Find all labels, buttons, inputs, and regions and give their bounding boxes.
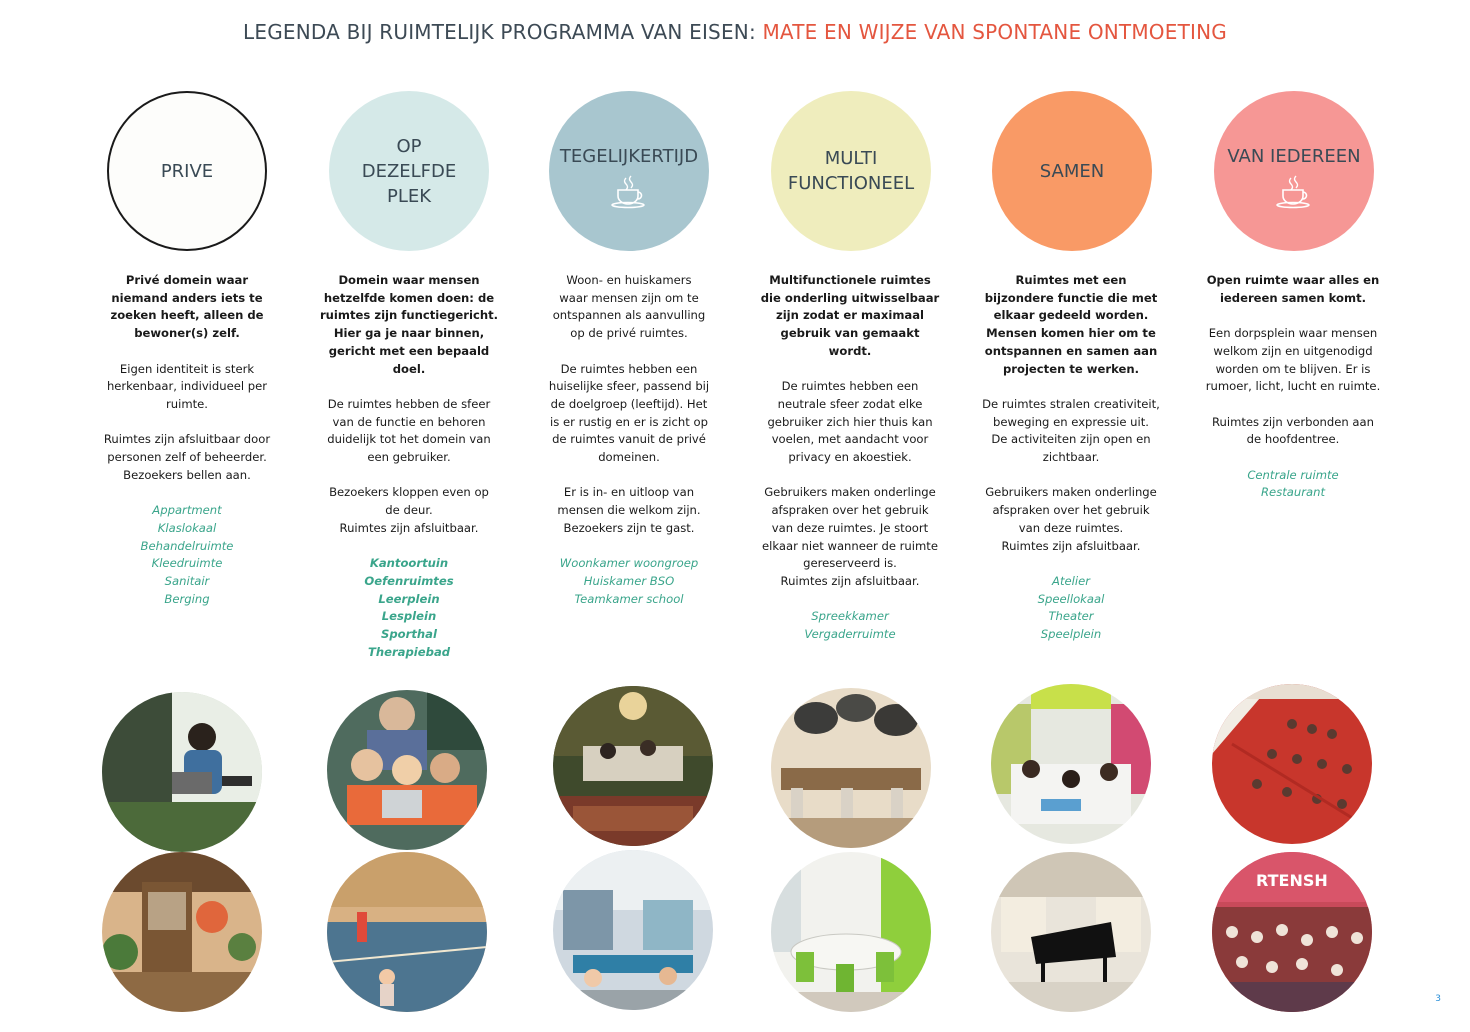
body-text-1: De ruimtes hebben een huiselijke sfeer, passend bij de doelgroep (leeftijd). Het is er rustig en er is zicht op de ruimtes vanuit de privé domeinen. <box>548 361 710 465</box>
category-label: MULTI FUNCTIONEEL <box>787 148 915 194</box>
category-circle-tegelijkertijd <box>549 91 709 251</box>
category-label: SAMEN <box>1039 160 1105 182</box>
category-description <box>298 272 520 661</box>
photo-restaurant-crowd <box>1212 852 1372 1012</box>
category-label: TEGELIJKERTIJD <box>559 145 699 167</box>
coffee-cup-icon <box>609 175 649 209</box>
body-text-2: Gebruikers maken onderlinge afspraken over het gebruik van deze ruimtes. Je stoort elkaar niet wanneer de ruimte gereserveerd is. Ruimtes zijn afsluitbaar. <box>762 485 938 588</box>
photo-kids-kitchen-table <box>553 850 713 1010</box>
page-number: 3 <box>1435 994 1441 1004</box>
body-text-1: De ruimtes hebben een neutrale sfeer zodat elke gebruiker zich hier thuis kan voelen, met aandacht voor privacy en akoestiek. <box>767 379 933 465</box>
examples-list: Kantoortuin Oefenruimtes Leerplein Lesplein Sporthal Therapiebad <box>364 556 454 659</box>
photo-meeting-room-lamps <box>771 688 931 848</box>
category-circle-multi-functioneel <box>771 91 931 251</box>
body-text-2: Ruimtes zijn afsluitbaar door personen zelf of beheerder. Bezoekers bellen aan. <box>103 432 271 482</box>
intro-text: Multifunctionele ruimtes die onderling uitwisselbaar zijn zodat er maximaal gebruik van gemaakt wordt. <box>760 273 940 358</box>
category-description <box>518 272 740 608</box>
photo-living-room-cabinet <box>102 852 262 1012</box>
intro-text: Open ruimte waar alles en iedereen samen komt. <box>1206 273 1380 305</box>
examples-list: Appartment Klaslokaal Behandelruimte Kleedruimte Sanitair Berging <box>140 503 234 606</box>
category-circle-van-iedereen <box>1214 91 1374 251</box>
photo-round-table-green-chairs <box>771 852 931 1012</box>
examples-list: Spreekkamer Vergaderruimte <box>804 609 896 642</box>
category-description <box>1182 272 1404 502</box>
page-title <box>0 20 1470 44</box>
category-description <box>76 272 298 608</box>
category-circle-op-dezelfde-plek <box>329 91 489 251</box>
body-text-2: Gebruikers maken onderlinge afspraken over het gebruik van deze ruimtes. Ruimtes zijn afsluitbaar. <box>985 485 1157 553</box>
examples-list: Centrale ruimte Restaurant <box>1247 467 1339 500</box>
body-text-1: De ruimtes stralen creativiteit, beweging en expressie uit. De activiteiten zijn open en zichtbaar. <box>982 396 1160 465</box>
intro-text: Ruimtes met een bijzondere functie die met elkaar gedeeld worden. Mensen komen hier om te ontspannen en samen aan projecten te werken. <box>984 273 1158 376</box>
sign-text: RTENSH <box>1256 871 1328 890</box>
body-text-2: Bezoekers kloppen even op de deur. Ruimtes zijn afsluitbaar. <box>329 485 489 535</box>
examples-list: Woonkamer woongroep Huiskamer BSO Teamkamer school <box>559 556 699 606</box>
category-label: VAN IEDEREEN <box>1227 145 1361 167</box>
title-part-2: MATE EN WIJZE VAN SPONTANE ONTMOETING <box>762 20 1227 44</box>
body-text-2: Ruimtes zijn verbonden aan de hoofdentree. <box>1211 414 1374 447</box>
photo-child-laptop-window <box>102 692 262 852</box>
coffee-cup-icon <box>1274 175 1314 209</box>
examples-list: Atelier Speellokaal Theater Speelplein <box>1037 573 1105 642</box>
category-circle-samen <box>992 91 1152 251</box>
intro-text: Domein waar mensen hetzelfde komen doen: de ruimtes zijn functiegericht. Hier ga je naar binnen, gericht met een bepaald doel. <box>319 273 499 376</box>
title-part-1: LEGENDA BIJ RUIMTELIJK PROGRAMMA VAN EISEN: <box>243 20 763 44</box>
category-description <box>960 272 1182 644</box>
intro-text: Woon- en huiskamers waar mensen zijn om te ontspannen als aanvulling op de privé ruimtes. <box>552 273 706 341</box>
photo-red-stairs-audience <box>1212 684 1372 844</box>
category-label: PRIVE <box>160 160 214 182</box>
intro-text: Privé domein waar niemand anders iets te zoeken heeft, alleen de bewoner(s) zelf. <box>110 273 264 341</box>
photo-grand-piano-atrium <box>991 852 1151 1012</box>
body-text-1: Eigen identiteit is sterk herkenbaar, individueel per ruimte. <box>106 361 268 411</box>
body-text-1: Een dorpsplein waar mensen welkom zijn en uitgenodigd worden om te blijven. Er is rumoer, licht, lucht en ruimte. <box>1205 326 1381 394</box>
body-text-2: Er is in- en uitloop van mensen die welkom zijn. Bezoekers zijn te gast. <box>557 485 701 535</box>
body-text-1: De ruimtes hebben de sfeer van de functie en behoren duidelijk tot het domein van een gebruiker. <box>327 396 491 465</box>
category-description <box>739 272 961 644</box>
photo-children-drawing-floor <box>991 684 1151 844</box>
photo-old-living-room <box>553 686 713 846</box>
photo-sports-hall <box>327 852 487 1012</box>
category-label: OP DEZELFDE PLEK <box>361 135 457 207</box>
category-circle-prive <box>107 91 267 251</box>
photo-children-laptop-teacher <box>327 690 487 850</box>
